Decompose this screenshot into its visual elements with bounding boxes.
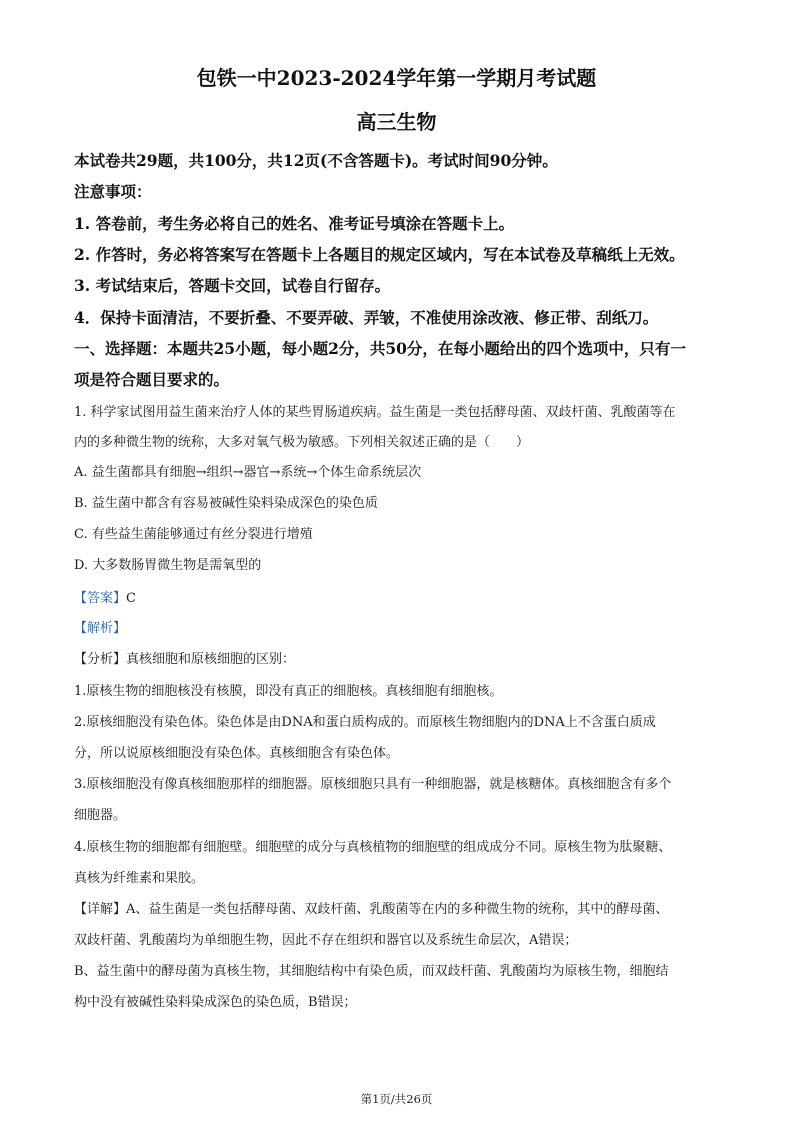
fenxi-line bbox=[74, 648, 295, 667]
section-heading: 一、选择题：本题共25小题，每小题2分，共50分，在每小题给出的四个选项中，只有一 bbox=[74, 339, 686, 358]
point-line: 真核为纤维素和果胶。 bbox=[74, 871, 205, 886]
answer-line bbox=[74, 587, 136, 606]
point-line: 分，所以说原核细胞没有染色体。真核细胞含有染色体。 bbox=[74, 746, 400, 761]
fenxi-label: 【分析】 bbox=[74, 652, 127, 667]
point-line: 2.原核细胞没有染色体。染色体是由DNA和蛋白质构成的。而原核生物细胞内的DNA上不含蛋白质成 bbox=[74, 715, 656, 730]
detail-line: B、益生菌中的酵母菌为真核生物，其细胞结构中有染色质，而双歧杆菌、乳酸菌均为原核生物，细胞结 bbox=[74, 964, 669, 979]
notes-heading: 注意事项： bbox=[74, 182, 152, 201]
point-line: 3.原核细胞没有像真核细胞那样的细胞器。原核细胞只具有一种细胞器，就是核糖体。真核细胞含有多个 bbox=[74, 777, 672, 792]
exam-info: 本试卷共29题，共100分，共12页(不含答题卡)。考试时间90分钟。 bbox=[74, 151, 558, 170]
detail-text: A、益生菌是一类包括酵母菌、双歧杆菌、乳酸菌等在内的多种微生物的统称，其中的酵母菌、 bbox=[126, 902, 669, 917]
point-line: 1.原核生物的细胞核没有核膜，即没有真正的细胞核。真核细胞有细胞核。 bbox=[74, 684, 503, 699]
note-item: 4．保持卡面清洁，不要折叠、不要弄破、弄皱，不准使用涂改液、修正带、刮纸刀。 bbox=[74, 308, 659, 327]
point-line: 细胞器。 bbox=[74, 808, 127, 823]
detail-line: 双歧杆菌、乳酸菌均为单细胞生物，因此不存在组织和器官以及系统生命层次，A错误； bbox=[74, 933, 578, 948]
detail-line bbox=[74, 898, 668, 917]
point-line: 4.原核生物的细胞都有细胞壁。细胞壁的成分与真核植物的细胞壁的组成成分不同。原核生物为肽聚糖、 bbox=[74, 840, 672, 855]
exam-subject: 高三生物 bbox=[356, 110, 437, 134]
fenxi-text: 真核细胞和原核细胞的区别： bbox=[126, 652, 296, 667]
question-stem: 1. 科学家试图用益生菌来治疗人体的某些胃肠道疾病。益生菌是一类包括酵母菌、双歧杆菌、乳酸菌等在 bbox=[74, 405, 676, 420]
section-heading-cont: 项是符合题目要求的。 bbox=[74, 370, 230, 389]
note-item: 2. 作答时，务必将答案写在答题卡上各题目的规定区域内，写在本试卷及草稿纸上无效。 bbox=[74, 245, 685, 264]
detail-label: 【详解】 bbox=[74, 902, 127, 917]
detail-line: 构中没有被碱性染料染成深色的染色质，B错误； bbox=[74, 995, 357, 1010]
option-a: A. 益生菌都具有细胞→组织→器官→系统→个体生命系统层次 bbox=[74, 465, 422, 480]
note-item: 3. 考试结束后，答题卡交回，试卷自行留存。 bbox=[74, 276, 391, 295]
question-stem-cont: 内的多种微生物的统称，大多对氧气极为敏感。下列相关叙述正确的是（ ） bbox=[74, 435, 530, 450]
option-c: C. 有些益生菌能够通过有丝分裂进行增殖 bbox=[74, 527, 313, 542]
answer-label: 【答案】 bbox=[74, 591, 127, 606]
answer-value: C bbox=[126, 591, 136, 606]
analysis-label: 【解析】 bbox=[74, 621, 127, 636]
page-number: 第1页/共26页 bbox=[360, 1092, 433, 1106]
option-d: D. 大多数肠胃微生物是需氧型的 bbox=[74, 558, 262, 573]
note-item: 1. 答卷前，考生务必将自己的姓名、准考证号填涂在答题卡上。 bbox=[74, 214, 515, 233]
exam-title: 包铁一中2023-2024学年第一学期月考试题 bbox=[196, 66, 597, 90]
option-b: B. 益生菌中都含有容易被碱性染料染成深色的染色质 bbox=[74, 496, 378, 511]
